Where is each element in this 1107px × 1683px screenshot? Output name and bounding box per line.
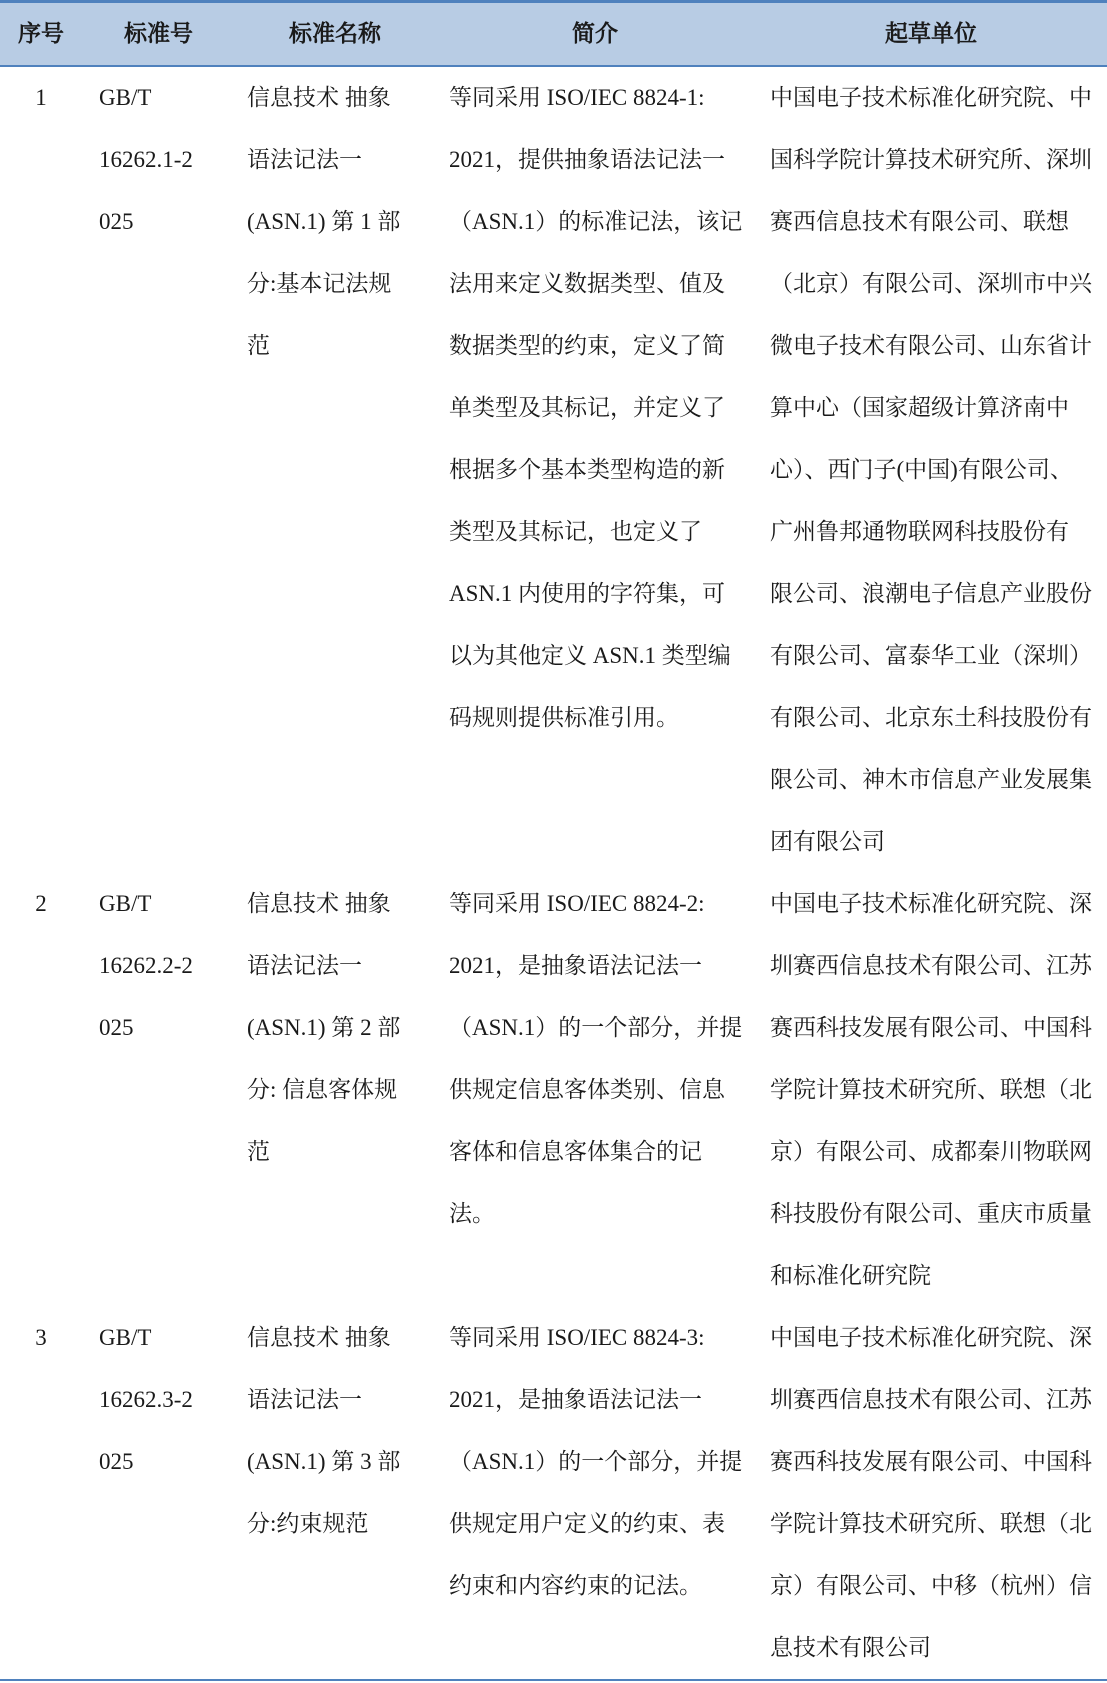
drafters-line: 赛西科技发展有限公司、中国科 — [770, 1449, 1092, 1474]
header-intro: 简介 — [572, 21, 618, 46]
std-name-line: (ASN.1) 第 1 部 — [247, 209, 401, 234]
std-no-line: GB/T — [99, 85, 152, 110]
drafters-line: 有限公司、富泰华工业（深圳） — [770, 643, 1092, 668]
std-name-line: 范 — [247, 1139, 270, 1164]
seq-cell — [0, 873, 82, 935]
drafters-line: 有限公司、北京东土科技股份有 — [770, 705, 1092, 730]
drafters-cell — [755, 873, 1107, 1307]
std-name-line: 语法记法一 — [247, 1387, 362, 1412]
drafters-cell — [755, 67, 1107, 873]
intro-line: 法用来定义数据类型、值及 — [449, 271, 725, 296]
drafters-line: 中国电子技术标准化研究院、深 — [770, 1325, 1092, 1350]
seq-cell — [0, 67, 82, 129]
intro-line: 供规定信息客体类别、信息 — [449, 1077, 725, 1102]
intro-line: 数据类型的约束，定义了简 — [449, 333, 725, 358]
std-name-line: 分:约束规范 — [247, 1511, 369, 1536]
drafters-line: 息技术有限公司 — [770, 1635, 931, 1660]
drafters-line: 限公司、神木市信息产业发展集 — [770, 767, 1092, 792]
intro-line: 等同采用 ISO/IEC 8824-3: — [449, 1325, 705, 1350]
std-name-line: 分:基本记法规 — [247, 271, 392, 296]
std-name-cell — [235, 1307, 435, 1555]
std-name-line: 信息技术 抽象 — [247, 891, 391, 916]
std-name-cell — [235, 67, 435, 377]
intro-line: ASN.1 内使用的字符集，可 — [449, 581, 726, 606]
std-no-cell — [82, 67, 235, 253]
drafters-line: 微电子技术有限公司、山东省计 — [770, 333, 1092, 358]
std-name-cell — [235, 873, 435, 1183]
drafters-line: 京）有限公司、成都秦川物联网 — [770, 1139, 1092, 1164]
std-no-line: 025 — [99, 1449, 134, 1474]
table-header — [0, 0, 1107, 67]
intro-line: 2021，是抽象语法记法一 — [449, 1387, 702, 1412]
intro-line: 类型及其标记，也定义了 — [449, 519, 702, 544]
drafters-line: 算中心（国家超级计算济南中 — [770, 395, 1069, 420]
std-name-line: (ASN.1) 第 3 部 — [247, 1449, 401, 1474]
std-name-line: 语法记法一 — [247, 953, 362, 978]
drafters-line: 圳赛西信息技术有限公司、江苏 — [770, 1387, 1092, 1412]
intro-line: 码规则提供标准引用。 — [449, 705, 679, 730]
intro-line: 根据多个基本类型构造的新 — [449, 457, 725, 482]
drafters-line: 学院计算技术研究所、联想（北 — [770, 1511, 1092, 1536]
drafters-line: 科技股份有限公司、重庆市质量 — [770, 1201, 1092, 1226]
intro-line: （ASN.1）的一个部分，并提 — [449, 1015, 743, 1040]
intro-line: 法。 — [449, 1201, 495, 1226]
header-std-name: 标准名称 — [289, 21, 381, 46]
table-row — [0, 873, 1107, 1307]
std-name-line: 信息技术 抽象 — [247, 85, 391, 110]
std-no-line: GB/T — [99, 891, 152, 916]
drafters-line: （北京）有限公司、深圳市中兴 — [770, 271, 1092, 296]
std-no-line: 16262.2-2 — [99, 953, 193, 978]
drafters-line: 赛西科技发展有限公司、中国科 — [770, 1015, 1092, 1040]
intro-line: （ASN.1）的标准记法，该记 — [449, 209, 743, 234]
intro-line: （ASN.1）的一个部分，并提 — [449, 1449, 743, 1474]
intro-cell — [435, 873, 755, 1245]
std-no-line: 025 — [99, 1015, 134, 1040]
seq-number: 3 — [35, 1325, 47, 1350]
seq-cell — [0, 1307, 82, 1369]
intro-line: 等同采用 ISO/IEC 8824-1: — [449, 85, 705, 110]
drafters-line: 中国电子技术标准化研究院、深 — [770, 891, 1092, 916]
std-name-line: (ASN.1) 第 2 部 — [247, 1015, 401, 1040]
intro-cell — [435, 67, 755, 749]
intro-line: 以为其他定义 ASN.1 类型编 — [449, 643, 731, 668]
table-row — [0, 1307, 1107, 1679]
std-name-line: 语法记法一 — [247, 147, 362, 172]
std-no-line: 16262.3-2 — [99, 1387, 193, 1412]
std-no-line: 025 — [99, 209, 134, 234]
drafters-line: 团有限公司 — [770, 829, 885, 854]
intro-line: 等同采用 ISO/IEC 8824-2: — [449, 891, 705, 916]
std-no-cell — [82, 1307, 235, 1493]
std-no-line: 16262.1-2 — [99, 147, 193, 172]
header-drafters: 起草单位 — [885, 21, 977, 46]
drafters-line: 中国电子技术标准化研究院、中 — [770, 85, 1092, 110]
drafters-line: 赛西信息技术有限公司、联想 — [770, 209, 1069, 234]
std-name-line: 分: 信息客体规 — [247, 1077, 398, 1102]
std-name-line: 范 — [247, 333, 270, 358]
drafters-line: 国科学院计算技术研究所、深圳 — [770, 147, 1092, 172]
drafters-line: 圳赛西信息技术有限公司、江苏 — [770, 953, 1092, 978]
std-no-cell — [82, 873, 235, 1059]
intro-line: 2021，提供抽象语法记法一 — [449, 147, 725, 172]
std-name-line: 信息技术 抽象 — [247, 1325, 391, 1350]
drafters-line: 学院计算技术研究所、联想（北 — [770, 1077, 1092, 1102]
table-bottom-rule — [0, 1679, 1107, 1681]
drafters-line: 京）有限公司、中移（杭州）信 — [770, 1573, 1092, 1598]
drafters-line: 广州鲁邦通物联网科技股份有 — [770, 519, 1069, 544]
intro-line: 约束和内容约束的记法。 — [449, 1573, 702, 1598]
header-std-no: 标准号 — [124, 21, 193, 46]
drafters-line: 限公司、浪潮电子信息产业股份 — [770, 581, 1092, 606]
seq-number: 1 — [35, 85, 47, 110]
intro-line: 2021，是抽象语法记法一 — [449, 953, 702, 978]
intro-line: 供规定用户定义的约束、表 — [449, 1511, 725, 1536]
drafters-cell — [755, 1307, 1107, 1679]
intro-line: 单类型及其标记，并定义了 — [449, 395, 725, 420]
drafters-line: 和标准化研究院 — [770, 1263, 931, 1288]
intro-cell — [435, 1307, 755, 1617]
table-row — [0, 67, 1107, 873]
header-seq: 序号 — [18, 21, 64, 46]
intro-line: 客体和信息客体集合的记 — [449, 1139, 702, 1164]
drafters-line: 心）、西门子(中国)有限公司、 — [770, 457, 1073, 482]
std-no-line: GB/T — [99, 1325, 152, 1350]
seq-number: 2 — [35, 891, 47, 916]
